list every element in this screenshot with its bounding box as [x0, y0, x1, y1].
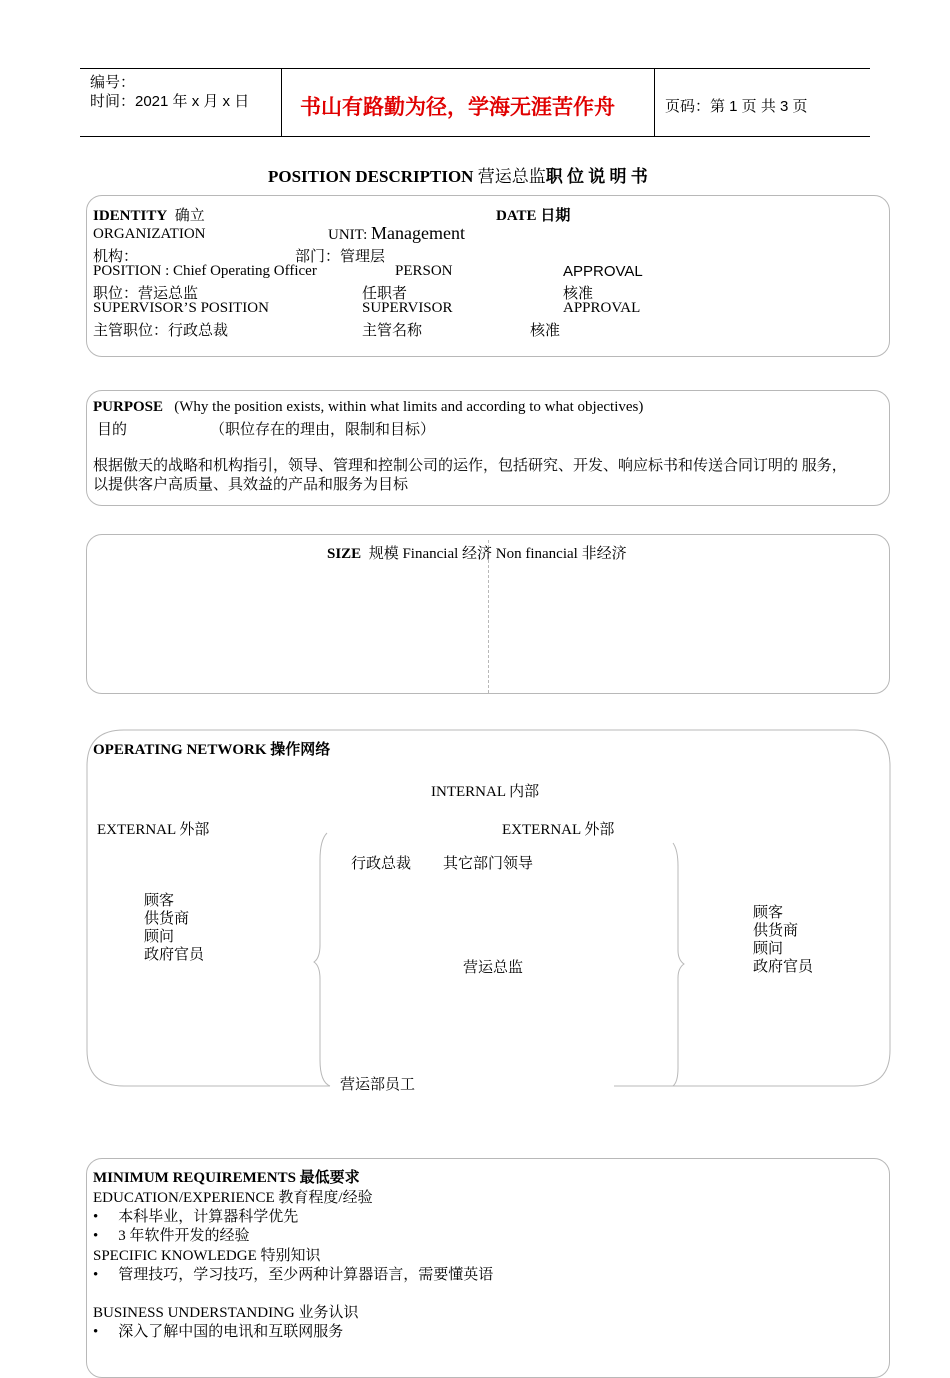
person-en: PERSON [395, 263, 453, 279]
approval-zh-1: 核准 [563, 286, 594, 302]
title-en: POSITION DESCRIPTION [268, 167, 474, 186]
edu-item [93, 1224, 250, 1245]
supervisor-name-zh: 主管名称 [362, 323, 423, 339]
business-item [93, 1320, 343, 1341]
bullet-icon: • [93, 1267, 99, 1283]
external-mid-label: EXTERNAL 外部 [502, 822, 615, 838]
staff-node: 营运部员工 [340, 1077, 416, 1093]
network-title: OPERATING NETWORK 操作网络 [93, 742, 331, 758]
specific-heading: SPECIFIC KNOWLEDGE 特别知识 [93, 1248, 321, 1264]
left-contact-item: 顾问 [144, 929, 175, 945]
other-leaders-node: 其它部门领导 [443, 856, 534, 872]
edu-item-text: 3 年软件开发的经验 [118, 1228, 250, 1244]
purpose-subtitle-en: (Why the position exists, within what limits and according to what objectives) [174, 399, 644, 415]
right-contact-list [753, 904, 813, 976]
doc-time-label: 时间：2021 年 x 月 x 日 [90, 93, 250, 110]
identity-en: IDENTITY [93, 208, 168, 224]
left-contact-item: 供货商 [144, 911, 190, 927]
left-contact-item: 政府官员 [144, 947, 205, 963]
external-left-label: EXTERNAL 外部 [97, 822, 210, 838]
business-item-text: 深入了解中国的电讯和互联网服务 [118, 1324, 344, 1340]
bullet-icon: • [93, 1228, 99, 1244]
identity-zh: 确立 [174, 208, 205, 224]
left-contact-item: 顾客 [144, 893, 175, 909]
organization-label: ORGANIZATION [93, 226, 206, 242]
bullet-icon: • [93, 1324, 99, 1340]
title-zh-bold: 职 位 说 明 书 [545, 167, 648, 186]
left-contact-list [144, 892, 204, 964]
purpose-subtitle-zh: （职位存在的理由，限制和目标） [210, 422, 436, 438]
purpose-title-zh: 目的 [97, 422, 128, 438]
date-zh: 日期 [540, 208, 571, 224]
size-title: SIZE [327, 546, 362, 562]
business-heading: BUSINESS UNDERSTANDING 业务认识 [93, 1305, 359, 1321]
approval-en-1: APPROVAL [563, 263, 643, 280]
supervisor-en: SUPERVISOR [362, 300, 453, 316]
right-contact-item: 顾问 [753, 941, 784, 957]
internal-label: INTERNAL 内部 [431, 784, 540, 800]
requirements-title: MINIMUM REQUIREMENTS 最低要求 [93, 1170, 360, 1186]
supervisor-position-en: SUPERVISOR’S POSITION [93, 300, 269, 316]
right-contact-item: 供货商 [753, 923, 799, 939]
bullet-icon: • [93, 1209, 99, 1225]
supervisor-position-zh: 主管职位：行政总裁 [93, 323, 229, 339]
org-zh-label: 机构： [93, 249, 139, 265]
specific-item-text: 管理技巧，学习技巧，至少两种计算器语言，需要懂英语 [118, 1267, 494, 1283]
approval-zh-2: 核准 [530, 323, 561, 339]
page-number-label: 页码：第 1 页 共 3 页 [665, 98, 808, 115]
right-contact-item: 政府官员 [753, 959, 814, 975]
unit-value: Management [371, 223, 465, 243]
education-heading: EDUCATION/EXPERIENCE 教育程度/经验 [93, 1190, 373, 1206]
edu-item [93, 1205, 298, 1226]
motto-text: 书山有路勤为径，学海无涯苦作舟 [300, 95, 615, 119]
purpose-body-line-1: 根据傲天的战略和机构指引，领导、管理和控制公司的运作，包括研究、开发、响应标书和传送合同订明的 服务， [93, 458, 847, 474]
coo-node: 营运总监 [463, 960, 524, 976]
approval-en-2: APPROVAL [563, 300, 641, 316]
unit-label: UNIT: [328, 227, 368, 243]
position-en: POSITION : Chief Operating Officer [93, 263, 317, 279]
position-zh: 职位：营运总监 [93, 286, 199, 302]
person-zh: 任职者 [362, 286, 408, 302]
purpose-body-line-2: 以提供客户高质量、具效益的产品和服务为目标 [93, 477, 409, 493]
doc-number-label: 编号： [90, 74, 136, 91]
date-en: DATE [496, 208, 537, 224]
title-zh-plain: 营运总监 [477, 167, 546, 186]
purpose-title: PURPOSE [93, 399, 164, 415]
dept-zh-label: 部门：管理层 [295, 249, 386, 265]
right-contact-item: 顾客 [753, 905, 784, 921]
size-subtitle: 规模 Financial 经济 Non financial 非经济 [368, 546, 627, 562]
ceo-node: 行政总裁 [351, 856, 412, 872]
specific-item [93, 1263, 493, 1284]
edu-item-text: 本科毕业，计算器科学优先 [118, 1209, 299, 1225]
